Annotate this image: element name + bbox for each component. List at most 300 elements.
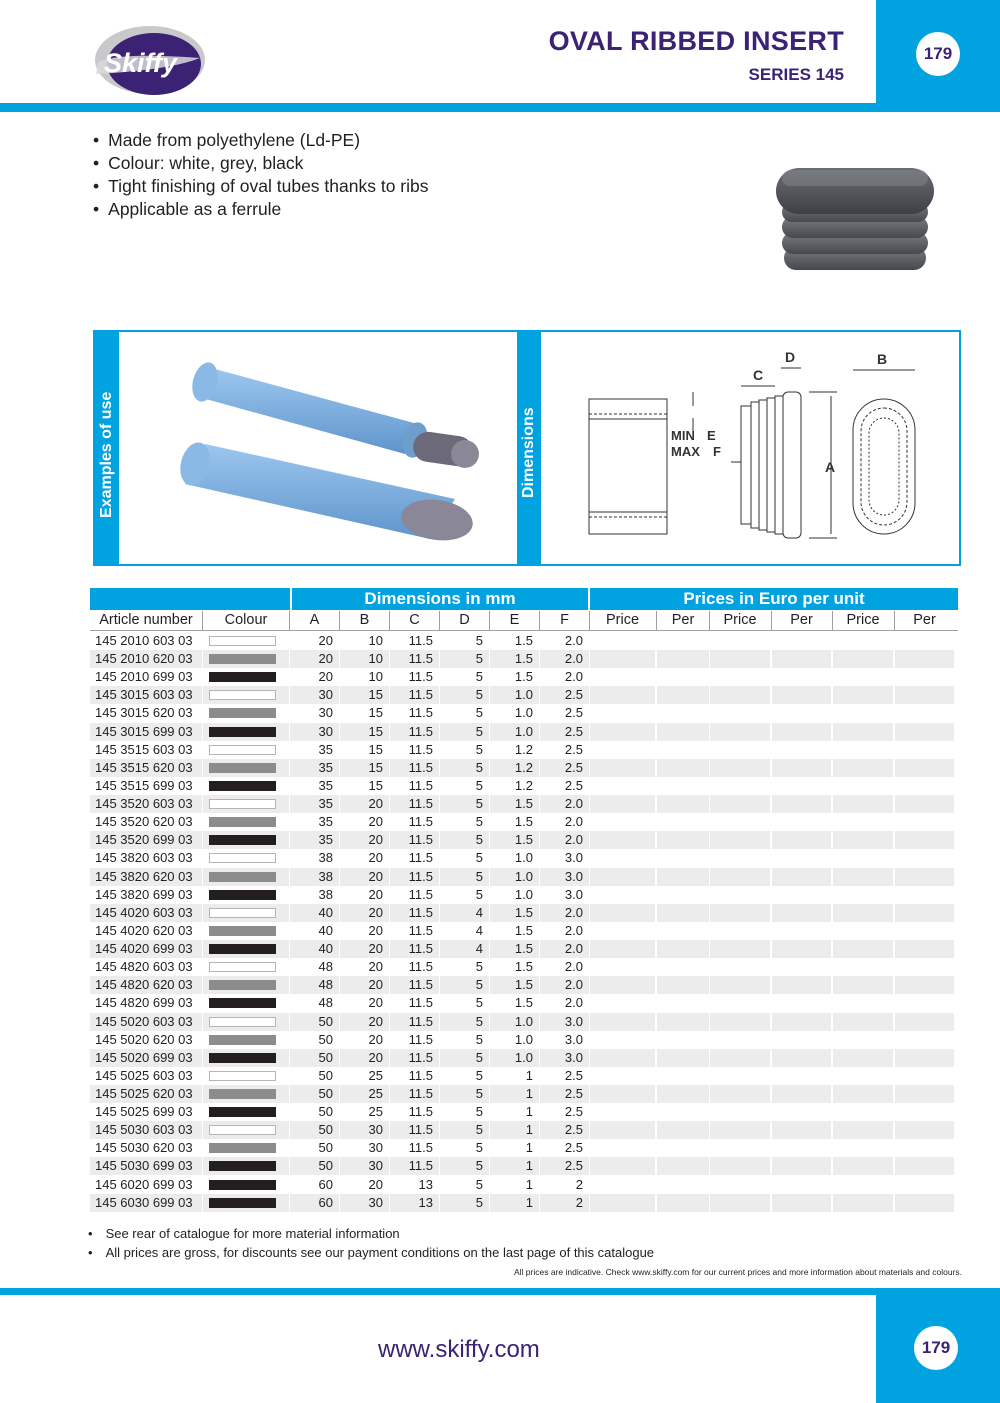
dimension-f: 3.0: [540, 868, 589, 886]
dimension-e: 1: [490, 1085, 539, 1103]
colour-swatch: [209, 781, 276, 791]
price-cell: [710, 1176, 770, 1194]
dimension-d: 5: [440, 868, 489, 886]
dimension-a: 35: [318, 741, 333, 757]
colour-swatch: [209, 853, 276, 863]
dimension-a: 35: [290, 759, 339, 777]
dimension-d: 5: [440, 1157, 489, 1175]
per-cell: [772, 1031, 831, 1049]
dimension-a: 50: [318, 1104, 333, 1120]
dimension-d: 5: [440, 1194, 489, 1212]
table-row: [90, 1121, 958, 1139]
dimension-f: 3.0: [564, 850, 583, 866]
header-bar: [0, 103, 1000, 112]
footnotes: [88, 1224, 654, 1262]
dimension-d: 5: [475, 1067, 483, 1083]
dimension-b: 20: [340, 904, 389, 922]
column-header: Price: [846, 612, 880, 628]
table-row: [90, 1139, 958, 1157]
per-cell: [895, 940, 954, 958]
per-cell: [895, 777, 954, 795]
dimension-e: 1.5: [490, 831, 539, 849]
table-row: [90, 831, 958, 849]
column-separator: [339, 611, 340, 630]
dimension-b: 20: [340, 1049, 389, 1067]
table-row: [90, 777, 958, 795]
per-cell: [657, 668, 709, 686]
price-cell: [710, 1031, 770, 1049]
dimension-c: 11.5: [408, 886, 433, 902]
dimension-b: 30: [340, 1194, 389, 1212]
price-cell: [833, 741, 893, 759]
dimension-e: 1.0: [514, 705, 533, 721]
price-cell: [833, 831, 893, 849]
per-cell: [772, 958, 831, 976]
page-number-badge: 179: [916, 32, 960, 76]
dimension-a: 48: [290, 976, 339, 994]
dimension-f: 2.0: [564, 814, 583, 830]
colour-swatch: [209, 690, 276, 700]
dimension-f: 2.0: [540, 795, 589, 813]
dimension-d: 5: [475, 777, 483, 793]
article-number: 145 3520 603 03: [90, 795, 202, 813]
price-cell: [710, 704, 770, 722]
price-cell: [710, 904, 770, 922]
per-cell: [772, 976, 831, 994]
price-cell: [710, 813, 770, 831]
article-number: 145 6030 699 03: [90, 1194, 202, 1212]
price-cell: [590, 1085, 655, 1103]
colour-swatch: [209, 835, 276, 845]
dimension-b: 30: [340, 1157, 389, 1175]
article-number: 145 4820 620 03: [90, 976, 202, 994]
dimension-b: 15: [368, 777, 383, 793]
price-cell: [710, 795, 770, 813]
dimension-d: 4: [475, 922, 483, 938]
dimension-e: 1: [525, 1104, 533, 1120]
price-cell: [833, 650, 893, 668]
dimension-a: 30: [290, 723, 339, 741]
dimension-e: 1.5: [490, 904, 539, 922]
table-row: [90, 922, 958, 940]
dimension-c: 11.5: [390, 1157, 439, 1175]
price-cell: [833, 813, 893, 831]
column-header: Per: [790, 612, 813, 628]
per-cell: [772, 1049, 831, 1067]
price-cell: [590, 849, 655, 867]
column-header: F: [560, 612, 569, 628]
dimension-c: 11.5: [390, 759, 439, 777]
dimension-b: 20: [340, 940, 389, 958]
dimension-a: 35: [290, 795, 339, 813]
colour-swatch: [209, 727, 276, 737]
dimension-b: 25: [368, 1067, 383, 1083]
dimension-f: 2.5: [540, 1157, 589, 1175]
table-row: [90, 795, 958, 813]
table-row: [90, 904, 958, 922]
dimension-f: 3.0: [564, 1031, 583, 1047]
per-cell: [772, 1103, 831, 1121]
price-cell: [833, 668, 893, 686]
per-cell: [895, 650, 954, 668]
per-cell: [772, 1121, 831, 1139]
article-number: 145 3015 603 03: [90, 686, 202, 704]
column-header: A: [309, 612, 320, 628]
per-cell: [895, 922, 954, 940]
page-subtitle: SERIES 145: [748, 65, 844, 84]
dimension-a: 50: [318, 1140, 333, 1156]
price-cell: [710, 1194, 770, 1212]
dimension-d: 5: [475, 959, 483, 975]
colour-swatch: [209, 926, 276, 936]
per-cell: [772, 1139, 831, 1157]
table-row: [90, 741, 958, 759]
dimension-f: 2.5: [564, 1067, 583, 1083]
dimension-e: 1.0: [514, 850, 533, 866]
colour-swatch: [209, 1035, 276, 1045]
dimension-a: 40: [290, 904, 339, 922]
per-cell: [895, 1157, 954, 1175]
per-cell: [895, 868, 954, 886]
column-header: C: [409, 612, 420, 628]
price-cell: [710, 1085, 770, 1103]
article-number: 145 5025 699 03: [95, 1104, 193, 1120]
dimension-d: 5: [440, 650, 489, 668]
per-cell: [657, 1139, 709, 1157]
per-cell: [772, 904, 831, 922]
dimension-b: 20: [368, 850, 383, 866]
dimension-b: 10: [368, 633, 383, 648]
feature-item: • Tight finishing of oval tubes thanks to ribs: [93, 175, 429, 198]
table-row: [90, 1176, 958, 1194]
table-row: [90, 868, 958, 886]
price-cell: [590, 795, 655, 813]
dimension-f: 2.0: [564, 922, 583, 938]
per-cell: [895, 723, 954, 741]
price-cell: [710, 759, 770, 777]
dimension-c: 11.5: [408, 1031, 433, 1047]
price-cell: [833, 1157, 893, 1175]
per-cell: [657, 1176, 709, 1194]
colour-swatch: [209, 1053, 276, 1063]
price-cell: [710, 958, 770, 976]
dimension-e: 1.2: [514, 741, 533, 757]
dimension-d: 5: [475, 1104, 483, 1120]
per-cell: [657, 1157, 709, 1175]
dimension-d: 5: [475, 1031, 483, 1047]
per-cell: [895, 994, 954, 1012]
per-cell: [657, 831, 709, 849]
table-row: [90, 940, 958, 958]
dim-label-f: F: [713, 444, 721, 459]
table-row: [90, 668, 958, 686]
dimension-b: 20: [340, 976, 389, 994]
dimension-c: 13: [418, 1176, 433, 1192]
table-row: [90, 759, 958, 777]
dimension-a: 20: [318, 669, 333, 685]
dimension-b: 20: [368, 922, 383, 938]
article-number: 145 5030 699 03: [90, 1157, 202, 1175]
dimensions-drawing: [565, 344, 945, 559]
price-cell: [833, 958, 893, 976]
feature-list: [93, 129, 429, 221]
table-row: [90, 958, 958, 976]
dimension-b: 30: [368, 1140, 383, 1156]
dimension-b: 10: [368, 669, 383, 685]
column-separator: [709, 611, 710, 630]
dimension-c: 11.5: [390, 1121, 439, 1139]
logo-text: Skiffy: [104, 48, 178, 78]
dimensions-label: Dimensions: [520, 407, 537, 498]
table-header-divider: [90, 630, 958, 631]
price-cell: [833, 1031, 893, 1049]
dimension-e: 1.0: [490, 1013, 539, 1031]
dimension-c: 11.5: [408, 995, 433, 1011]
dimension-b: 15: [340, 723, 389, 741]
price-cell: [710, 1067, 770, 1085]
dimension-f: 2.5: [540, 1085, 589, 1103]
column-separator: [771, 611, 772, 630]
skiffy-logo: [90, 22, 205, 100]
dimension-e: 1.0: [490, 868, 539, 886]
dimension-d: 5: [440, 1121, 489, 1139]
colour-swatch: [209, 980, 276, 990]
price-cell: [833, 686, 893, 704]
dimension-e: 1: [525, 1067, 533, 1083]
per-cell: [772, 1013, 831, 1031]
dimension-a: 20: [318, 633, 333, 648]
colour-swatch: [209, 763, 276, 773]
dimension-a: 35: [290, 831, 339, 849]
per-cell: [772, 849, 831, 867]
price-cell: [833, 1103, 893, 1121]
dimension-a: 38: [318, 850, 333, 866]
per-cell: [657, 1049, 709, 1067]
column-separator: [539, 611, 540, 630]
dimension-d: 5: [440, 723, 489, 741]
per-cell: [657, 1103, 709, 1121]
per-cell: [895, 813, 954, 831]
column-separator: [439, 611, 440, 630]
article-number: 145 5020 699 03: [90, 1049, 202, 1067]
article-number: 145 5025 620 03: [90, 1085, 202, 1103]
per-cell: [772, 632, 831, 650]
article-number: 145 3015 620 03: [95, 705, 193, 721]
price-cell: [710, 849, 770, 867]
price-cell: [833, 759, 893, 777]
price-cell: [590, 868, 655, 886]
table-row: [90, 1013, 958, 1031]
article-number: 145 5030 603 03: [90, 1121, 202, 1139]
dimension-f: 2.5: [540, 1121, 589, 1139]
column-separator: [289, 611, 290, 630]
per-cell: [772, 1194, 831, 1212]
table-row: [90, 1103, 958, 1121]
dimension-c: 11.5: [390, 795, 439, 813]
per-cell: [772, 650, 831, 668]
dimension-d: 5: [475, 705, 483, 721]
price-cell: [710, 650, 770, 668]
per-cell: [895, 886, 954, 904]
dimension-f: 2.0: [540, 650, 589, 668]
dimension-f: 2.5: [564, 1104, 583, 1120]
price-cell: [710, 777, 770, 795]
per-cell: [657, 1121, 709, 1139]
article-number: 145 5025 603 03: [95, 1067, 193, 1083]
price-cell: [833, 1049, 893, 1067]
price-cell: [710, 1139, 770, 1157]
price-cell: [833, 1085, 893, 1103]
per-cell: [772, 1157, 831, 1175]
dimension-c: 11.5: [390, 723, 439, 741]
colour-swatch: [209, 1071, 276, 1081]
dimension-f: 2.0: [564, 995, 583, 1011]
dim-label-max: MAX: [671, 444, 700, 459]
price-cell: [590, 904, 655, 922]
dimension-d: 5: [440, 976, 489, 994]
price-cell: [590, 922, 655, 940]
per-cell: [657, 849, 709, 867]
per-cell: [657, 741, 709, 759]
column-separator: [389, 611, 390, 630]
dimension-f: 3.0: [564, 886, 583, 902]
price-cell: [590, 723, 655, 741]
dimension-a: 35: [318, 777, 333, 793]
per-cell: [657, 904, 709, 922]
dimension-e: 1.5: [514, 669, 533, 685]
price-cell: [590, 940, 655, 958]
dimension-c: 11.5: [408, 1140, 433, 1156]
article-number: 145 4820 603 03: [95, 959, 193, 975]
website-link[interactable]: www.skiffy.com: [378, 1336, 540, 1363]
per-cell: [772, 813, 831, 831]
dimension-a: 38: [290, 868, 339, 886]
table-row: [90, 632, 958, 650]
article-number: 145 3015 699 03: [90, 723, 202, 741]
dimension-b: 15: [340, 686, 389, 704]
dimension-d: 5: [440, 1013, 489, 1031]
per-cell: [657, 958, 709, 976]
per-cell: [772, 759, 831, 777]
dimension-c: 11.5: [408, 741, 433, 757]
price-cell: [590, 741, 655, 759]
dimension-c: 11.5: [390, 1085, 439, 1103]
per-cell: [895, 958, 954, 976]
price-cell: [590, 1049, 655, 1067]
dimension-f: 2.0: [564, 633, 583, 648]
column-header: B: [359, 612, 370, 628]
dimension-f: 2.5: [540, 759, 589, 777]
colour-swatch: [209, 654, 276, 664]
article-number: 145 3820 603 03: [95, 850, 193, 866]
per-cell: [772, 940, 831, 958]
dimension-c: 11.5: [408, 777, 433, 793]
dimension-f: 2.5: [540, 723, 589, 741]
price-cell: [590, 668, 655, 686]
price-cell: [710, 632, 770, 650]
dimension-a: 50: [290, 1049, 339, 1067]
per-cell: [772, 868, 831, 886]
dimension-f: 2: [575, 1176, 583, 1192]
colour-swatch: [209, 1017, 276, 1027]
price-cell: [710, 886, 770, 904]
per-cell: [657, 813, 709, 831]
dimension-b: 20: [368, 1176, 383, 1192]
price-cell: [833, 1194, 893, 1212]
per-cell: [772, 741, 831, 759]
dimension-a: 50: [290, 1121, 339, 1139]
article-number: 145 6020 699 03: [95, 1176, 193, 1192]
article-number: 145 5020 620 03: [95, 1031, 193, 1047]
column-header: Price: [605, 612, 640, 628]
per-cell: [895, 741, 954, 759]
dimension-b: 15: [340, 759, 389, 777]
price-cell: [833, 1176, 893, 1194]
dimension-c: 11.5: [390, 1049, 439, 1067]
dimension-e: 1.5: [514, 959, 533, 975]
article-number: 145 5020 603 03: [90, 1013, 202, 1031]
examples-label-bar: [95, 332, 119, 564]
table-row: [90, 976, 958, 994]
dimension-c: 13: [390, 1194, 439, 1212]
price-cell: [590, 686, 655, 704]
price-cell: [710, 1049, 770, 1067]
table-row: [90, 849, 958, 867]
feature-item: • Made from polyethylene (Ld-PE): [93, 129, 429, 152]
per-cell: [657, 1067, 709, 1085]
colour-swatch: [209, 799, 276, 809]
per-cell: [657, 723, 709, 741]
table-header-blank: [90, 588, 290, 610]
column-header: Per: [913, 612, 936, 628]
dimension-f: 2.0: [540, 976, 589, 994]
article-number: 145 3515 603 03: [95, 741, 193, 757]
dimension-e: 1.5: [490, 976, 539, 994]
colour-swatch: [209, 908, 276, 918]
colour-swatch: [209, 1125, 276, 1135]
dimension-e: 1: [490, 1194, 539, 1212]
price-cell: [833, 1139, 893, 1157]
dimension-c: 11.5: [390, 686, 439, 704]
price-cell: [833, 1067, 893, 1085]
dimension-f: 2.0: [540, 831, 589, 849]
dimension-b: 20: [340, 831, 389, 849]
dimension-f: 2.5: [540, 686, 589, 704]
per-cell: [657, 1085, 709, 1103]
dimension-e: 1.5: [514, 922, 533, 938]
dimension-a: 50: [290, 1157, 339, 1175]
price-cell: [590, 886, 655, 904]
colour-swatch: [209, 962, 276, 972]
price-cell: [833, 940, 893, 958]
per-cell: [895, 1031, 954, 1049]
examples-dimensions-panel: [93, 330, 961, 566]
dimension-e: 1.0: [490, 723, 539, 741]
page-title: OVAL RIBBED INSERT: [548, 26, 844, 56]
per-cell: [895, 831, 954, 849]
dimension-a: 38: [318, 886, 333, 902]
dimension-d: 5: [475, 995, 483, 1011]
price-cell: [590, 1031, 655, 1049]
dimension-c: 11.5: [408, 669, 433, 685]
dimension-a: 48: [318, 995, 333, 1011]
per-cell: [895, 1067, 954, 1085]
dimension-c: 11.5: [390, 976, 439, 994]
article-number: 145 4020 699 03: [90, 940, 202, 958]
colour-swatch: [209, 636, 276, 646]
dimension-d: 5: [475, 669, 483, 685]
dimension-b: 20: [368, 995, 383, 1011]
